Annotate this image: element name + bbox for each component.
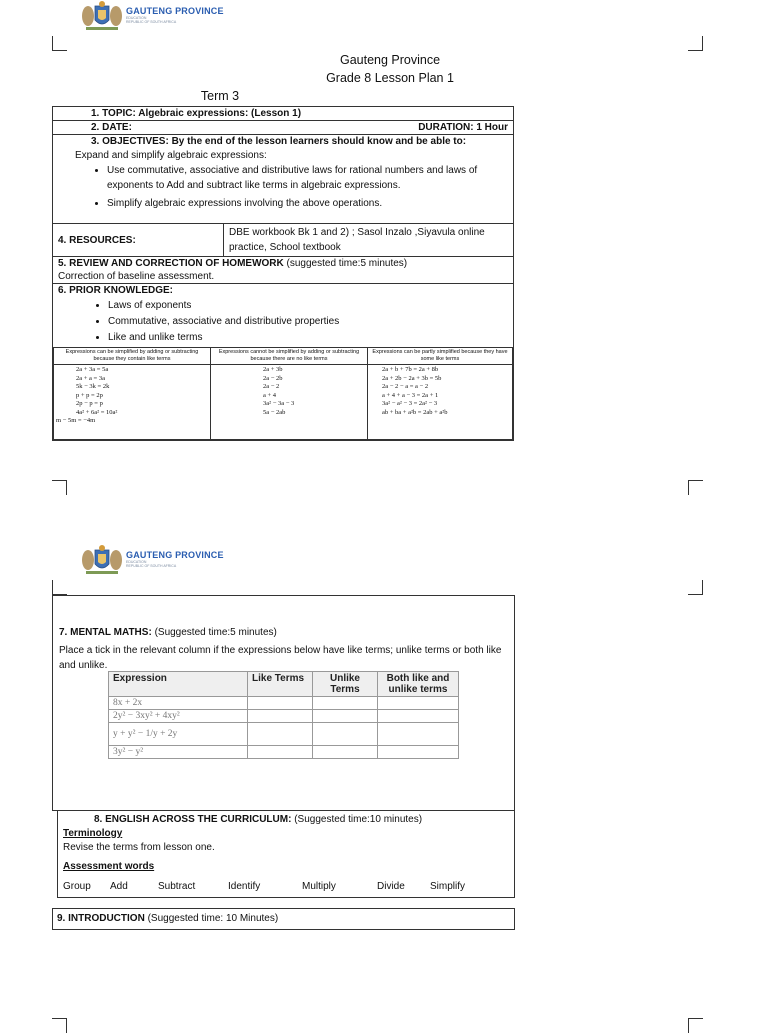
tick-cell-unlike[interactable] — [313, 746, 378, 759]
mental-time: (Suggested time:5 minutes) — [154, 627, 277, 638]
lesson-plan-table — [52, 106, 514, 441]
crop-mark — [688, 1018, 703, 1033]
mental-instruction: Place a tick in the relevant column if the expressions below have like terms; unlike terms or both like and unlike. — [59, 645, 502, 671]
examples-column-like — [54, 365, 211, 440]
logo-dept: EDUCATION — [126, 560, 147, 564]
examples-column-unlike — [211, 365, 368, 440]
english-time: (Suggested time:10 minutes) — [294, 814, 423, 825]
review-row — [53, 257, 514, 284]
objective-point: • Use commutative, associative and distributive laws for rational numbers and laws of exponents to Add and subtract like terms in algebraic expressions. — [107, 163, 508, 193]
example-expression: m − 5m = −4m — [56, 417, 96, 424]
topic-number: 1. — [91, 108, 100, 119]
review-time: (suggested time:5 minutes) — [286, 258, 408, 269]
date-row — [53, 121, 514, 135]
assessment-word: Simplify — [430, 881, 466, 892]
example-expression: 4a² + 6a² = 10a² — [76, 408, 118, 416]
coat-of-arms-icon — [80, 0, 124, 32]
tick-row — [109, 697, 459, 710]
assessment-words-heading: Assessment words — [63, 861, 155, 872]
tick-expression: y + y² − 1/y + 2y — [109, 723, 248, 746]
assessment-word: Subtract — [158, 881, 196, 892]
example-expression: a + 4 + a − 3 = 2a + 1 — [382, 391, 439, 399]
topic-label: TOPIC: Algebraic expressions: (Lesson 1) — [102, 108, 302, 119]
logo-country: REPUBLIC OF SOUTH AFRICA — [126, 564, 177, 568]
like-terms-examples-table — [53, 347, 513, 440]
tick-expression: 2y² − 3xy² + 4xy² — [109, 710, 248, 723]
terminology-text: Revise the terms from lesson one. — [63, 842, 215, 853]
heading-grade: Grade 8 Lesson Plan 1 — [326, 71, 454, 85]
tick-cell-unlike[interactable] — [313, 697, 378, 710]
resources-row — [53, 224, 514, 257]
assessment-word: Add — [110, 881, 128, 892]
terminology-heading: Terminology — [63, 828, 123, 839]
example-expression: ab + ba + a²b = 2ab + a²b — [382, 408, 448, 416]
examples-header: Expressions can be partly simplified because they have some like terms — [368, 348, 513, 365]
assessment-word: Group — [63, 881, 91, 892]
prior-point: • Like and unlike terms — [108, 330, 508, 346]
topic-row — [53, 107, 514, 121]
crop-mark — [688, 480, 703, 495]
assessment-word: Divide — [377, 881, 405, 892]
crop-mark — [52, 1018, 67, 1033]
english-number: 8. — [94, 814, 103, 825]
heading-term: Term 3 — [200, 89, 240, 103]
example-expression: 2a − 2 − a = a − 2 — [382, 383, 429, 390]
review-label: REVIEW AND CORRECTION OF HOMEWORK — [69, 258, 284, 269]
tick-cell-unlike[interactable] — [313, 723, 378, 746]
prior-point: • Commutative, associative and distributive properties — [108, 314, 508, 330]
tick-cell-unlike[interactable] — [313, 710, 378, 723]
crop-mark — [688, 36, 703, 51]
examples-column-partly — [368, 365, 513, 440]
example-expression: 2a − 2 — [263, 383, 280, 390]
crop-mark — [52, 36, 67, 51]
example-expression: 2a + a = 3a — [76, 374, 105, 382]
prior-label: PRIOR KNOWLEDGE: — [69, 285, 174, 296]
tick-header-unlike: Unlike Terms — [313, 672, 378, 697]
tick-expression: 8x + 2x — [109, 697, 248, 710]
tick-header-like: Like Terms — [248, 672, 313, 697]
crop-mark — [52, 480, 67, 495]
prior-point: • Laws of exponents — [108, 298, 508, 314]
example-expression: p + p = 2p — [76, 391, 103, 399]
tick-cell-both[interactable] — [378, 723, 459, 746]
gauteng-logo — [80, 544, 224, 576]
prior-number: 6. — [58, 285, 67, 296]
tick-cell-both[interactable] — [378, 710, 459, 723]
logo-name: GAUTENG PROVINCE — [126, 6, 224, 16]
review-number: 5. — [58, 258, 67, 269]
example-expression: 2a − 2b — [263, 374, 283, 382]
logo-country: REPUBLIC OF SOUTH AFRICA — [126, 20, 177, 24]
tick-header-both: Both like and unlike terms — [378, 672, 459, 697]
example-expression: 2a + 2b − 2a + 3b = 5b — [382, 374, 442, 382]
tick-row — [109, 710, 459, 723]
tick-expression: 3y² − y² — [109, 746, 248, 759]
tick-cell-both[interactable] — [378, 697, 459, 710]
examples-header: Expressions can be simplified by adding or subtracting because they contain like terms — [54, 348, 211, 365]
objectives-label: OBJECTIVES: By the end of the lesson learners should know and be able to: — [102, 136, 467, 147]
heading-province: Gauteng Province — [339, 53, 441, 67]
crop-mark — [688, 580, 703, 595]
date-number: 2. — [91, 122, 100, 133]
example-expression: 3a² − 3a − 3 — [263, 400, 295, 407]
example-expression: 2a + 3a = 5a — [76, 366, 109, 373]
example-expression: 2p − p = p — [76, 400, 103, 407]
resources-number: 4. — [58, 234, 67, 246]
mental-maths-tick-table — [108, 671, 459, 759]
tick-row — [109, 723, 459, 746]
tick-header-expression: Expression — [109, 672, 248, 697]
tick-cell-like[interactable] — [248, 710, 313, 723]
mental-label: MENTAL MATHS: — [70, 627, 152, 638]
english-section — [57, 810, 515, 898]
examples-header: Expressions cannot be simplified by adding or subtracting because there are no like terms — [211, 348, 368, 365]
example-expression: 5k − 3k = 2k — [76, 383, 110, 390]
objectives-row — [53, 135, 514, 224]
example-expression: a + 4 — [263, 391, 277, 399]
mental-number: 7. — [59, 627, 68, 638]
tick-cell-like[interactable] — [248, 697, 313, 710]
prior-knowledge-row — [53, 284, 514, 441]
example-expression: 2a + b + 7b = 2a + 8b — [382, 366, 439, 373]
tick-row — [109, 746, 459, 759]
assessment-word: Identify — [228, 881, 261, 892]
resources-value: DBE workbook Bk 1 and 2) ; Sasol Inzalo ,Siyavula online practice, School textbook — [224, 224, 514, 257]
coat-of-arms-icon — [80, 544, 124, 576]
english-label: ENGLISH ACROSS THE CURRICULUM: — [105, 814, 292, 825]
date-label: DATE: — [102, 122, 132, 133]
crop-mark — [52, 580, 67, 595]
objectives-number: 3. — [91, 136, 100, 147]
gauteng-logo — [80, 0, 224, 32]
duration-label: DURATION: 1 Hour — [418, 122, 508, 133]
introduction-number: 9. — [57, 913, 66, 924]
example-expression: 2a + 3b — [263, 366, 283, 373]
example-expression: 3a² − a² − 3 = 2a² − 3 — [382, 400, 438, 407]
objectives-intro: Expand and simplify algebraic expressions: — [75, 150, 267, 161]
objective-point: • Simplify algebraic expressions involving the above operations. — [107, 196, 508, 211]
logo-name: GAUTENG PROVINCE — [126, 550, 224, 560]
example-expression: 5a − 2ab — [263, 408, 286, 416]
introduction-label: INTRODUCTION — [68, 913, 145, 924]
assessment-word: Multiply — [302, 881, 336, 892]
logo-dept: EDUCATION — [126, 16, 147, 20]
review-text: Correction of baseline assessment. — [58, 271, 215, 282]
tick-cell-like[interactable] — [248, 746, 313, 759]
resources-label: RESOURCES: — [69, 234, 136, 246]
introduction-section — [52, 908, 515, 930]
tick-cell-both[interactable] — [378, 746, 459, 759]
introduction-time: (Suggested time: 10 Minutes) — [147, 913, 279, 924]
tick-cell-like[interactable] — [248, 723, 313, 746]
